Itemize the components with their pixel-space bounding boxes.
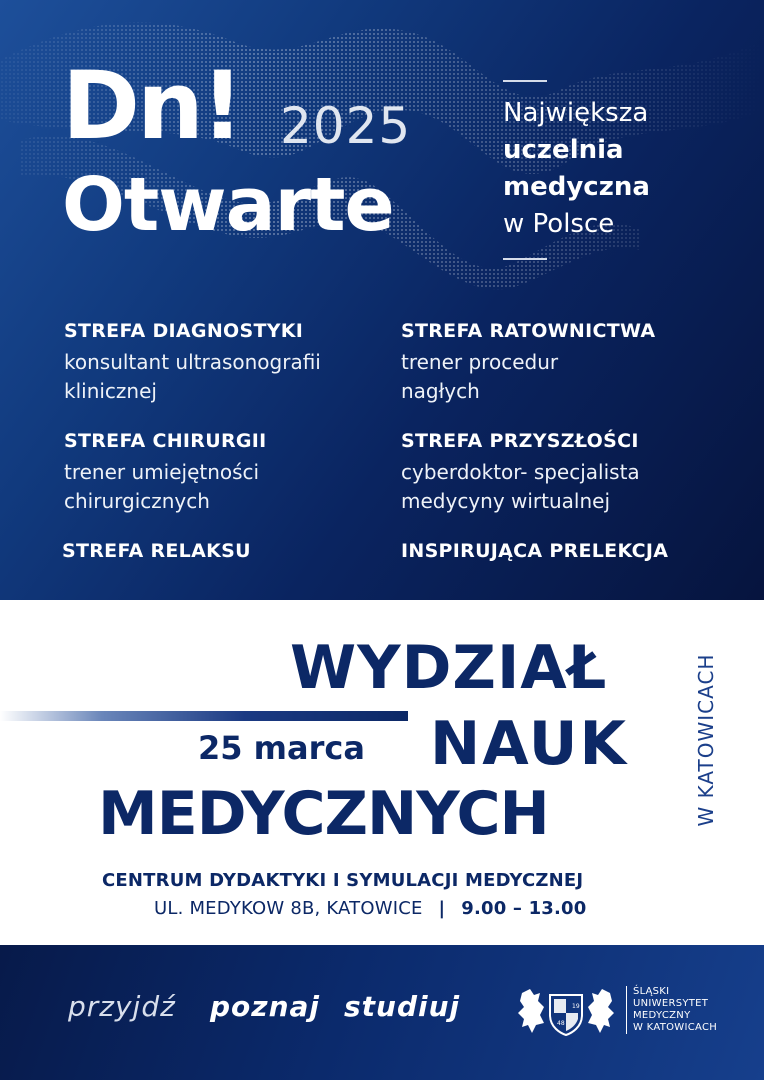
crest-year-bottom: 48 [557, 1020, 565, 1027]
zone-diagnostics [64, 320, 321, 406]
slogan-word: studiuj [344, 990, 461, 1023]
university-name-line: MEDYCZNY [633, 1010, 691, 1021]
title-dn: Dn! [62, 52, 241, 161]
faculty-line2: NAUK [430, 709, 629, 779]
title-year: 2025 [280, 97, 412, 155]
faculty-city-vertical: W KATOWICACH [694, 653, 718, 827]
zone-desc-line: klinicznej [64, 379, 157, 403]
zone-description [401, 458, 640, 516]
venue-address: UL. MEDYKOW 8B, KATOWICE [154, 898, 423, 919]
crest-year-top: 19 [572, 1003, 580, 1010]
slogan-word: poznaj [210, 990, 321, 1023]
university-crest-icon [516, 985, 616, 1037]
university-name-line: W KATOWICACH [633, 1022, 718, 1033]
zone-desc-line: trener umiejętności [64, 460, 260, 484]
university-name-line: UNIWERSYTET [633, 998, 709, 1009]
zone-desc-line: cyberdoktor- specjalista [401, 460, 640, 484]
zone-desc-line: nagłych [401, 379, 480, 403]
zone-desc-line: konsultant ultrasonografii [64, 350, 321, 374]
zone-lecture [401, 540, 668, 562]
zone-desc-line: medycyny wirtualnej [401, 489, 611, 513]
venue-name: CENTRUM DYDAKTYKI I SYMULACJI MEDYCZNEJ [102, 870, 584, 891]
university-name [626, 986, 717, 1034]
zone-heading: STREFA RELAKSU [62, 540, 251, 562]
accent-bar [0, 711, 408, 721]
zone-desc-line: trener procedur [401, 350, 559, 374]
faculty-line1: WYDZIAŁ [290, 633, 608, 703]
zone-description [64, 348, 321, 406]
faculty-line3: MEDYCZNYCH [98, 779, 549, 849]
zone-surgery [64, 430, 267, 516]
tagline-line3: medyczna [503, 172, 650, 202]
venue-address-line [154, 898, 587, 919]
zone-rescue [401, 320, 655, 406]
zone-description [64, 458, 267, 516]
tagline-rule-top [503, 80, 547, 82]
slogan-word: przyjdź [68, 990, 176, 1023]
zone-heading: STREFA RATOWNICTWA [401, 320, 656, 342]
title-otwarte: Otwarte [62, 162, 394, 248]
zone-description [401, 348, 655, 406]
tagline-rule-bottom [503, 258, 547, 260]
tagline-line4: w Polsce [503, 209, 615, 239]
zone-heading: INSPIRUJĄCA PRELEKCJA [401, 540, 669, 562]
zone-heading: STREFA CHIRURGII [64, 430, 267, 452]
tagline-line2: uczelnia [503, 135, 624, 165]
zone-future [401, 430, 640, 516]
zone-desc-line: chirurgicznych [64, 489, 210, 513]
zone-heading: STREFA PRZYSZŁOŚCI [401, 430, 639, 452]
university-name-line: ŚLĄSKI [633, 986, 670, 997]
venue-time: 9.00 – 13.00 [461, 898, 587, 919]
tagline [503, 95, 703, 243]
event-date: 25 marca [198, 729, 365, 767]
zone-relax [62, 540, 251, 562]
zone-heading: STREFA DIAGNOSTYKI [64, 320, 304, 342]
venue-separator: | [438, 898, 446, 919]
tagline-line1: Największa [503, 98, 649, 128]
